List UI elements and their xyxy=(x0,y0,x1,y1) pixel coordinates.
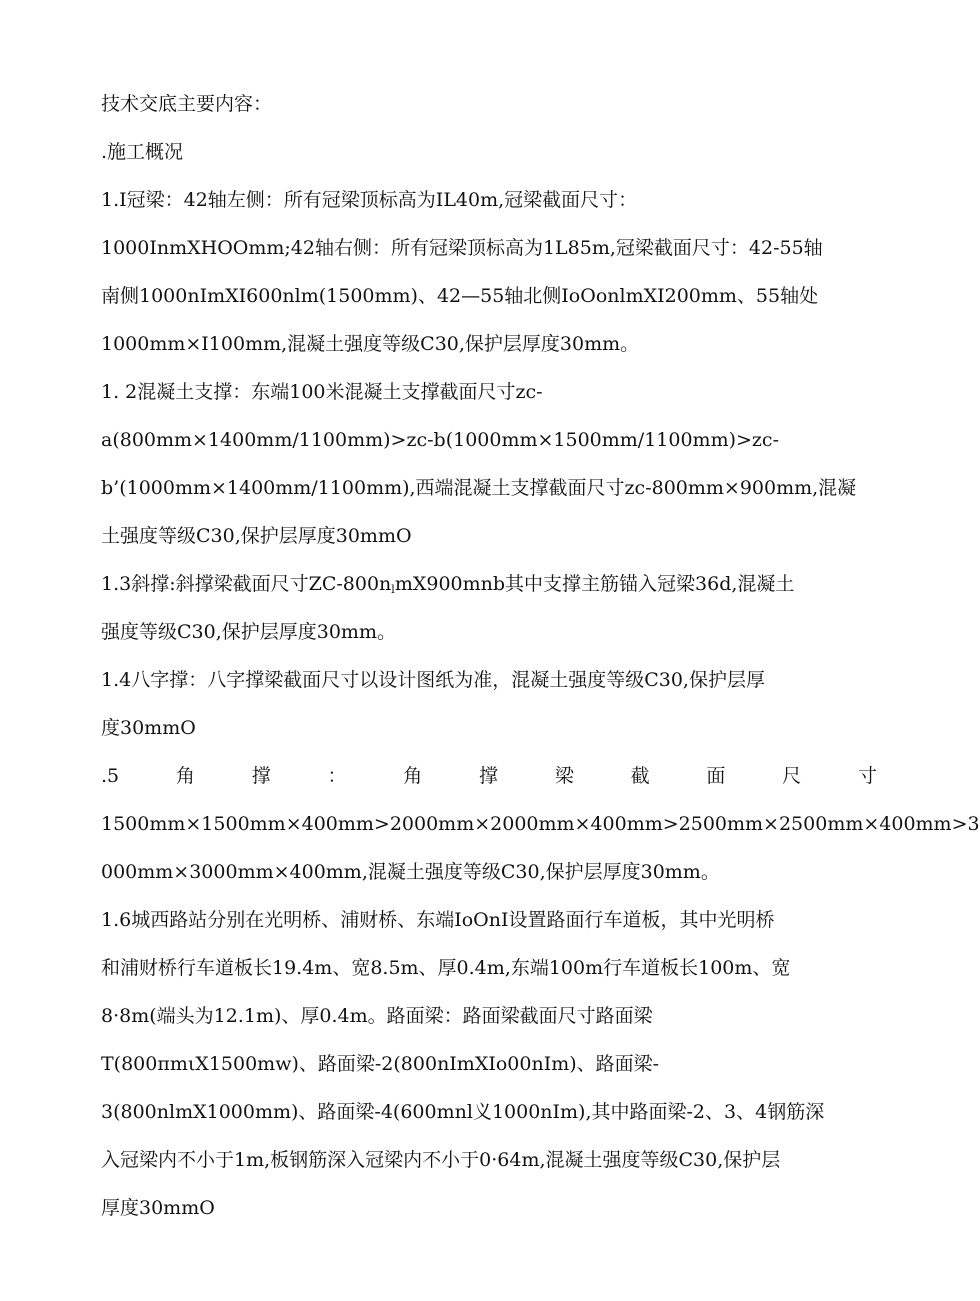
spaced-char: 尺 xyxy=(782,765,802,787)
line-text: mX900mnb其中支撑主筋锚入冠梁36d,混凝土 xyxy=(394,573,795,595)
paragraph-line: 和浦财桥行车道板长19.4m、宽8.5m、厚0.4m,东端100m行车道板长100m、宽 xyxy=(101,957,791,979)
spaced-line xyxy=(101,754,877,802)
document-heading: 技术交底主要内容： xyxy=(101,93,273,115)
paragraph-line: 强度等级C30,保护层厚度30mm。 xyxy=(101,621,396,643)
paragraph-line: 土强度等级C30,保护层厚度30mmO xyxy=(101,525,412,547)
paragraph-line: 1.I冠梁：42轴左侧：所有冠梁顶标高为IL40m,冠梁截面尺寸： xyxy=(101,189,638,211)
spaced-char: 角 xyxy=(403,765,423,787)
paragraph-line: 厚度30mmO xyxy=(101,1197,215,1219)
paragraph-line: 度30mmO xyxy=(101,717,196,739)
document-page xyxy=(101,82,980,1234)
paragraph-line: a(800mm×1400mm/1100mm)>zc-b(1000mm×1500mm/1100mm)>zc- xyxy=(101,429,779,451)
paragraph-line: b’(1000mm×1400mm/1100mm),西端混凝土支撑截面尺寸zc-800mm×900mm,混凝 xyxy=(101,477,857,499)
paragraph-line: 1500mm×1500mm×400mm>2000mm×2000mm×400mm>2500mm×2500mm×400mm>3 xyxy=(101,813,980,835)
subscript: l xyxy=(391,583,395,596)
paragraph-line: 入冠梁内不小于1m,板钢筋深入冠梁内不小于0·64m,混凝土强度等级C30,保护层 xyxy=(101,1149,781,1171)
line-text: 1.3斜撑:斜撑梁截面尺寸ZC-800n xyxy=(101,573,392,595)
paragraph-line xyxy=(101,562,877,610)
spaced-char: 寸 xyxy=(857,765,877,787)
spaced-char: .5 xyxy=(101,765,120,787)
paragraph-line: 南侧1000nImXI600nlm(1500mm)、42—55轴北侧IoOonlmXI200mm、55轴处 xyxy=(101,285,819,307)
paragraph-line: 1000InmХHOOmm;42轴右侧：所有冠梁顶标高为1L85m,冠梁截面尺寸：42-55轴 xyxy=(101,237,823,259)
paragraph-line: 1.4八字撑：八字撑梁截面尺寸以设计图纸为准，混凝土强度等级C30,保护层厚 xyxy=(101,669,765,691)
paragraph-line: T(800πmιX1500mw)、路面梁-2(800nImXIo00nIm)、路面梁- xyxy=(101,1053,660,1075)
paragraph-line: 3(800nlmX1000mm)、路面梁-4(600mnl义1000nIm),其中路面梁-2、3、4钢筋深 xyxy=(101,1101,825,1123)
paragraph-line: 000mm×3000mm×400mm,混凝土强度等级C30,保护层厚度30mm。 xyxy=(101,861,720,883)
spaced-char: 角 xyxy=(175,765,195,787)
spaced-char: 面 xyxy=(706,765,726,787)
section-title: .施工概况 xyxy=(101,141,184,163)
paragraph-line: 1.6城西路站分别在光明桥、浦财桥、东端IoOnI设置路面行车道板，其中光明桥 xyxy=(101,909,775,931)
paragraph-line: 1000mm×I100mm,混凝土强度等级C30,保护层厚度30mm。 xyxy=(101,333,640,355)
paragraph-line: 8·8m(端头为12.1m)、厚0.4m。路面梁：路面梁截面尺寸路面梁 xyxy=(101,1005,653,1027)
spaced-char: 梁 xyxy=(554,765,574,787)
spaced-char: ： xyxy=(327,765,347,787)
paragraph-line: 1. 2混凝土支撑：东端100米混凝土支撑截面尺寸zc- xyxy=(101,381,543,403)
spaced-char: 截 xyxy=(630,765,650,787)
spaced-char: 撑 xyxy=(251,765,271,787)
spaced-char: 撑 xyxy=(479,765,499,787)
